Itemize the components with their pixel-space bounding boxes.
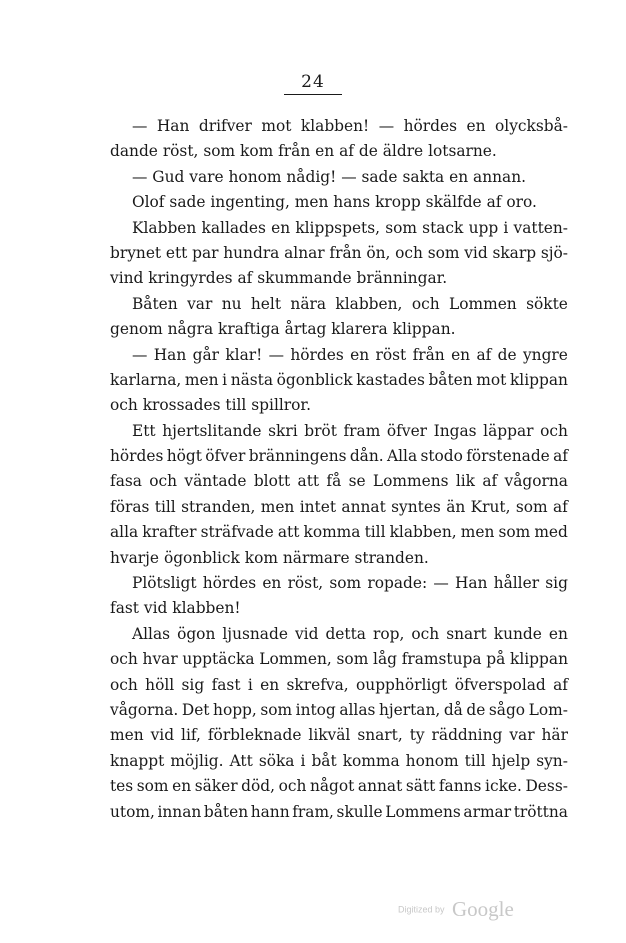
text-line: tes som en säker död, och något annat sätt fanns icke. Dess- (110, 777, 568, 796)
text-line: Ett hjertslitande skri bröt fram öfver Ingas läppar och (132, 421, 568, 440)
page-number-text: 24 (301, 72, 325, 92)
page-number (0, 72, 626, 95)
text-line: och hvar upptäcka Lommen, som låg framstupa på klippan (110, 650, 568, 669)
text-line: genom några kraftiga årtag klarera klippan. (110, 320, 456, 339)
text-line: och krossades till spillror. (110, 396, 311, 415)
text-line: föras till stranden, men intet annat syntes än Krut, som af (110, 497, 568, 516)
text-line: — Gud vare honom nådig! — sade sakta en annan. (132, 167, 527, 186)
text-line: men vid lif, förbleknade likväl snart, ty räddning var här (110, 726, 568, 745)
text-line: hvarje ögonblick kom närmare stranden. (110, 548, 429, 567)
text-line: vågorna. Det hopp, som intog allas hjertan, då de sågo Lom- (110, 700, 568, 719)
text-line: knappt möjlig. Att söka i båt komma honom till hjelp syn- (110, 751, 568, 770)
text-line: karlarna, men i nästa ögonblick kastades båten mot klippan (110, 370, 568, 389)
watermark-prefix: Digitized by (398, 904, 445, 915)
text-line: fasa och väntade blott att få se Lommens lik af vågorna (110, 472, 568, 491)
text-line: fast vid klabben! (110, 599, 241, 618)
watermark-brand: Google (451, 897, 514, 921)
text-line: alla krafter sträfvade att komma till klabben, men som med (110, 523, 568, 542)
body-text (110, 114, 568, 825)
text-line: Båten var nu helt nära klabben, och Lommen sökte (132, 294, 568, 313)
text-line: vind kringyrdes af skummande bränningar. (110, 269, 448, 288)
text-line: — Han drifver mot klabben! — hördes en olycksbå- (132, 117, 568, 135)
text-line: utom, innan båten hann fram, skulle Lommens armar tröttna (110, 802, 568, 821)
page-number-rule (284, 94, 342, 95)
text-line: brynet ett par hundra alnar från ön, och som vid skarp sjö- (110, 243, 568, 262)
text-line: hördes högt öfver bränningens dån. Alla stodo förstenade af (110, 447, 568, 466)
text-line: Plötsligt hördes en röst, som ropade: — Han håller sig (132, 574, 568, 593)
text-line: Allas ögon ljusnade vid detta rop, och snart kunde en (132, 624, 568, 643)
text-line: — Han går klar! — hördes en röst från en af de yngre (132, 345, 568, 364)
text-line: dande röst, som kom från en af de äldre lotsarne. (110, 142, 497, 161)
text-line: och höll sig fast i en skrefva, oupphörligt öfverspolad af (110, 675, 568, 694)
text-line: Olof sade ingenting, men hans kropp skälfde af oro. (132, 193, 537, 212)
digitized-watermark (398, 897, 514, 922)
text-line: Klabben kallades en klippspets, som stack upp i vatten- (132, 218, 568, 237)
